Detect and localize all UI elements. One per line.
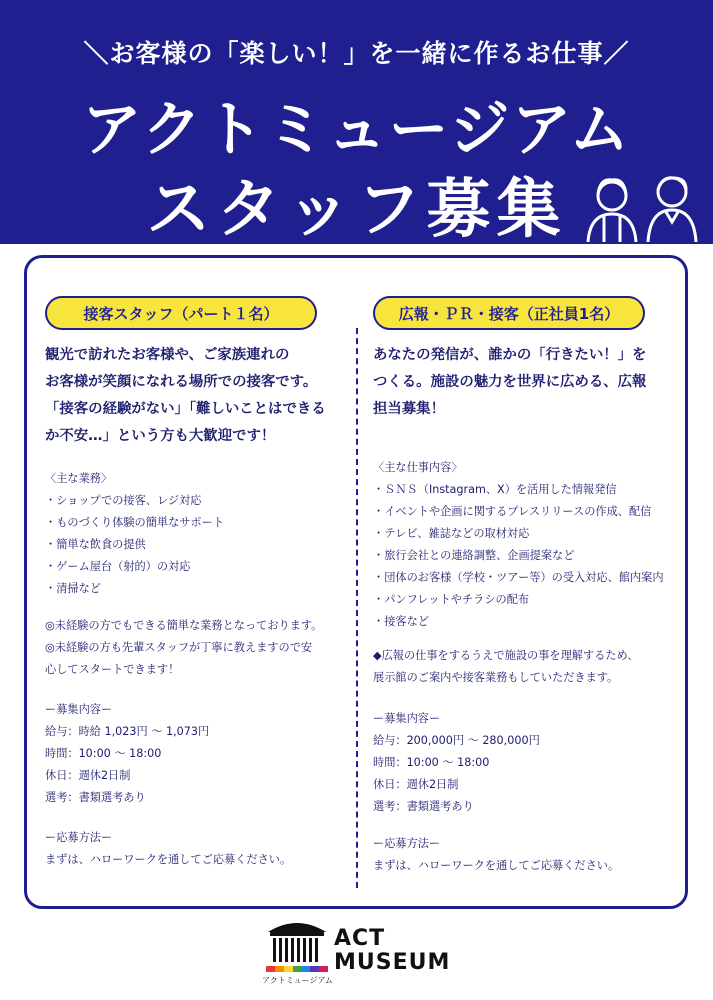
list-item: ・簡単な飲食の提供 <box>45 538 146 551</box>
header-banner <box>0 0 713 247</box>
title-line-1: アクトミュージアム <box>81 95 632 165</box>
intro-line: 観光で訪れたお客様や、ご家族連れの <box>45 347 290 363</box>
note-line: ◆広報の仕事をするうえで施設の事を理解するため、 <box>373 649 639 662</box>
note-line: ◎未経験の方でもできる簡単な業務となっております。 <box>45 619 323 632</box>
rainbow-segment <box>293 966 302 972</box>
logo-rainbow-bar <box>266 966 328 972</box>
list-item: ・ものづくり体験の簡単なサポート <box>45 516 225 529</box>
recruit-line: 給与：時給 1,023円 ～ 1,073円 <box>45 725 210 738</box>
note-line: ◎未経験の方も先輩スタッフが丁寧に教えますので安 <box>45 641 313 654</box>
list-item: ・ショップでの接客、レジ対応 <box>45 494 202 507</box>
full-time-apply <box>373 833 619 877</box>
staff-people-icon <box>582 170 702 242</box>
list-item: ・ＳＮＳ（Instagram、X）を活用した情報発信 <box>373 483 617 496</box>
full-time-notes <box>373 645 638 689</box>
intro-line: あなたの発信が、誰かの「行きたい！」を <box>373 347 647 363</box>
list-item: ・パンフレットやチラシの配布 <box>373 593 530 606</box>
part-time-pill: 接客スタッフ（パート１名） <box>45 296 317 330</box>
logo-museum: MUSEUM <box>334 950 451 975</box>
title-line-2: スタッフ募集 <box>146 173 567 247</box>
recruit-heading: ー募集内容ー <box>373 712 441 725</box>
recruit-line: 休日：週休2日制 <box>45 769 131 782</box>
full-time-pill: 広報・ＰＲ・接客（正社員1名） <box>373 296 645 330</box>
full-time-recruit <box>373 708 540 818</box>
list-item: ・旅行会社との連絡調整、企画提案など <box>373 549 575 562</box>
recruit-line: 休日：週休2日制 <box>373 778 459 791</box>
rainbow-segment <box>301 966 310 972</box>
recruit-line: 時間：10:00 ～ 18:00 <box>45 747 162 760</box>
part-time-recruit <box>45 699 209 809</box>
intro-line: つくる。施設の魅力を世界に広める、広報 <box>373 374 647 390</box>
recruit-line: 給与：200,000円 ～ 280,000円 <box>373 734 540 747</box>
apply-heading: ー応募方法ー <box>45 831 113 844</box>
intro-line: 「接客の経験がない」「難しいことはできる <box>45 401 326 417</box>
apply-text: まずは、ハローワークを通してご応募ください。 <box>373 859 620 872</box>
duties-heading: 〈主な仕事内容〉 <box>373 461 463 474</box>
part-time-notes <box>45 615 322 681</box>
intro-line: お客様が笑顔になれる場所での接客です。 <box>45 374 318 390</box>
rainbow-segment <box>310 966 319 972</box>
rainbow-segment <box>319 966 328 972</box>
list-item: ・テレビ、雑誌などの取材対応 <box>373 527 530 540</box>
recruit-line: 選考：書類選考あり <box>373 800 474 813</box>
part-time-intro <box>45 342 357 450</box>
list-item: ・清掃など <box>45 582 101 595</box>
note-line: 心してスタートできます！ <box>45 663 180 676</box>
tagline: ＼お客様の「楽しい！」を一緒に作るお仕事／ <box>83 39 630 68</box>
act-museum-logo <box>262 918 462 988</box>
recruit-line: 時間：10:00 ～ 18:00 <box>373 756 490 769</box>
intro-line: か不安…」という方も大歓迎です！ <box>45 428 276 444</box>
note-line: 展示館のご案内や接客業務もしていただきます。 <box>373 671 619 684</box>
museum-building-icon <box>264 918 330 966</box>
list-item: ・接客など <box>373 615 429 628</box>
apply-text: まずは、ハローワークを通してご応募ください。 <box>45 853 292 866</box>
apply-heading: ー応募方法ー <box>373 837 441 850</box>
full-time-duties <box>373 457 664 633</box>
rainbow-segment <box>275 966 284 972</box>
logo-subtitle: アクトミュージアム <box>262 976 333 985</box>
list-item: ・イベントや企画に関するプレスリリースの作成、配信 <box>373 505 652 518</box>
rainbow-segment <box>284 966 293 972</box>
job-card <box>24 255 688 909</box>
part-time-apply <box>45 827 291 871</box>
recruit-line: 選考：書類選考あり <box>45 791 146 804</box>
full-time-intro <box>373 342 689 423</box>
rainbow-segment <box>266 966 275 972</box>
list-item: ・団体のお客様（学校・ツアー等）の受入対応、館内案内 <box>373 571 664 584</box>
duties-heading: 〈主な業務〉 <box>45 472 113 485</box>
list-item: ・ゲーム屋台（射的）の対応 <box>45 560 191 573</box>
recruit-heading: ー募集内容ー <box>45 703 113 716</box>
intro-line: 担当募集！ <box>373 401 445 417</box>
part-time-duties <box>45 468 224 600</box>
logo-act: ACT <box>334 926 386 951</box>
